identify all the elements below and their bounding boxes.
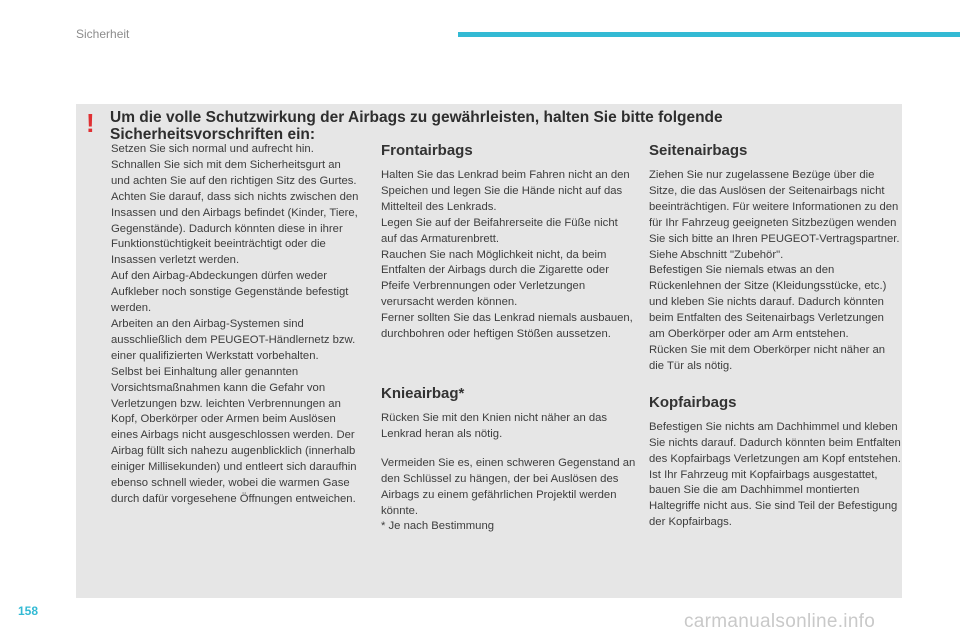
kopfairbags-text: Befestigen Sie nichts am Dachhimmel und kleben Sie nichts darauf. Dadurch könnten beim Entfalten des Kopfairbags Verletzungen am Kopf entstehen. Ist Ihr Fahrzeug mit Kopfairbags ausgestattet, bauen Sie die am Dachhimmel montierten Haltegriffe nicht aus. Sie sind Teil der Befestigung der Kopfairbags. <box>649 420 901 529</box>
knieairbag-text-1: Rücken Sie mit den Knien nicht näher an das Lenkrad heran als nötig. <box>381 411 608 440</box>
general-instructions-text: Setzen Sie sich normal und aufrecht hin. Schnallen Sie sich mit dem Sicherheitsgurt an und achten Sie auf den richtigen Sitz des Gurtes. Achten Sie darauf, dass sich nichts zwischen den Insassen und den Airbags befindet (Kinder, Tiere, Gegenstände). Dadurch könnten diese in ihrer Funktionstüchtigkeit beeinträchtigt oder die Insassen verletzt werden. Auf den Airbag-Abdeckungen dürfen weder Aufkleber noch sonstige Gegenstände befestigt werden. Arbeiten an den Airbag-Systemen sind ausschließlich dem PEUGEOT-Händlernetz bzw. einer qualifizierten Werkstatt vorbehalten. Selbst bei Einhaltung aller genannten Vorsichtsmaßnahmen kann die Gefahr von Verletzungen bzw. leichten Verbrennungen an Kopf, Oberkörper oder Armen beim Auslösen eines Airbags nicht ausgeschlossen werden. Der Airbag füllt sich nahezu augenblicklich (innerhalb einiger Millisekunden) und entleert sich daraufhin ebenso schnell wieder, wobei die warmen Gase durch dafür vorgesehene Öffnungen entweichen. <box>111 143 359 505</box>
general-instructions-column <box>111 142 361 508</box>
seitenairbags-text: Ziehen Sie nur zugelassene Bezüge über die Sitze, die das Auslösen der Seitenairbags nicht beeinträchtigen. Für weitere Informationen zu den für Ihr Fahrzeug geeigneten Sitzbezügen wenden Sie sich bitte an Ihren PEUGEOT-Vertragspartner. Siehe Abschnitt "Zubehör". Befestigen Sie niemals etwas an den Rückenlehnen der Sitze (Kleidungsstücke, etc.) und kleben Sie nichts darauf. Dadurch könnten beim Entfalten des Seitenairbags Verletzungen am Oberkörper oder am Arm entstehen. Rücken Sie mit dem Oberkörper nicht näher an die Tür als nötig. <box>649 169 900 372</box>
exclamation-icon: ! <box>86 108 95 138</box>
seitenairbags-heading: Seitenairbags <box>649 142 748 159</box>
warning-headline: Um die volle Schutzwirkung der Airbags zu gewährleisten, halten Sie bitte folgende Sicherheitsvorschriften ein: <box>110 109 723 143</box>
page-number: 158 <box>18 604 39 618</box>
middle-column <box>381 142 636 535</box>
watermark: carmanualsonline.info <box>684 611 876 632</box>
knieairbag-heading: Knieairbag* <box>381 384 465 402</box>
header-accent-bar <box>458 32 960 37</box>
knieairbag-text-2: Vermeiden Sie es, einen schweren Gegenstand an den Schlüssel zu hängen, der bei Auslösen des Airbags zu einem gefährlichen Projektil werden könnte. <box>381 456 636 517</box>
frontairbags-text: Halten Sie das Lenkrad beim Fahren nicht an den Speichen und legen Sie die Hände nicht auf das Mittelteil des Lenkrads. Legen Sie auf der Beifahrerseite die Füße nicht auf das Armaturenbrett. Rauchen Sie nach Möglichkeit nicht, da beim Entfalten der Airbags durch die Zigarette oder Pfeife Verbrennungen oder Verletzungen verursacht werden können. Ferner sollten Sie das Lenkrad niemals ausbauen, durchbohren oder heftigen Stößen aussetzen. <box>381 169 633 341</box>
section-title: Sicherheit <box>76 27 130 41</box>
footnote: * Je nach Bestimmung <box>381 520 495 533</box>
frontairbags-heading: Frontairbags <box>381 142 473 159</box>
kopfairbags-heading: Kopfairbags <box>649 393 737 411</box>
right-column <box>649 142 901 531</box>
